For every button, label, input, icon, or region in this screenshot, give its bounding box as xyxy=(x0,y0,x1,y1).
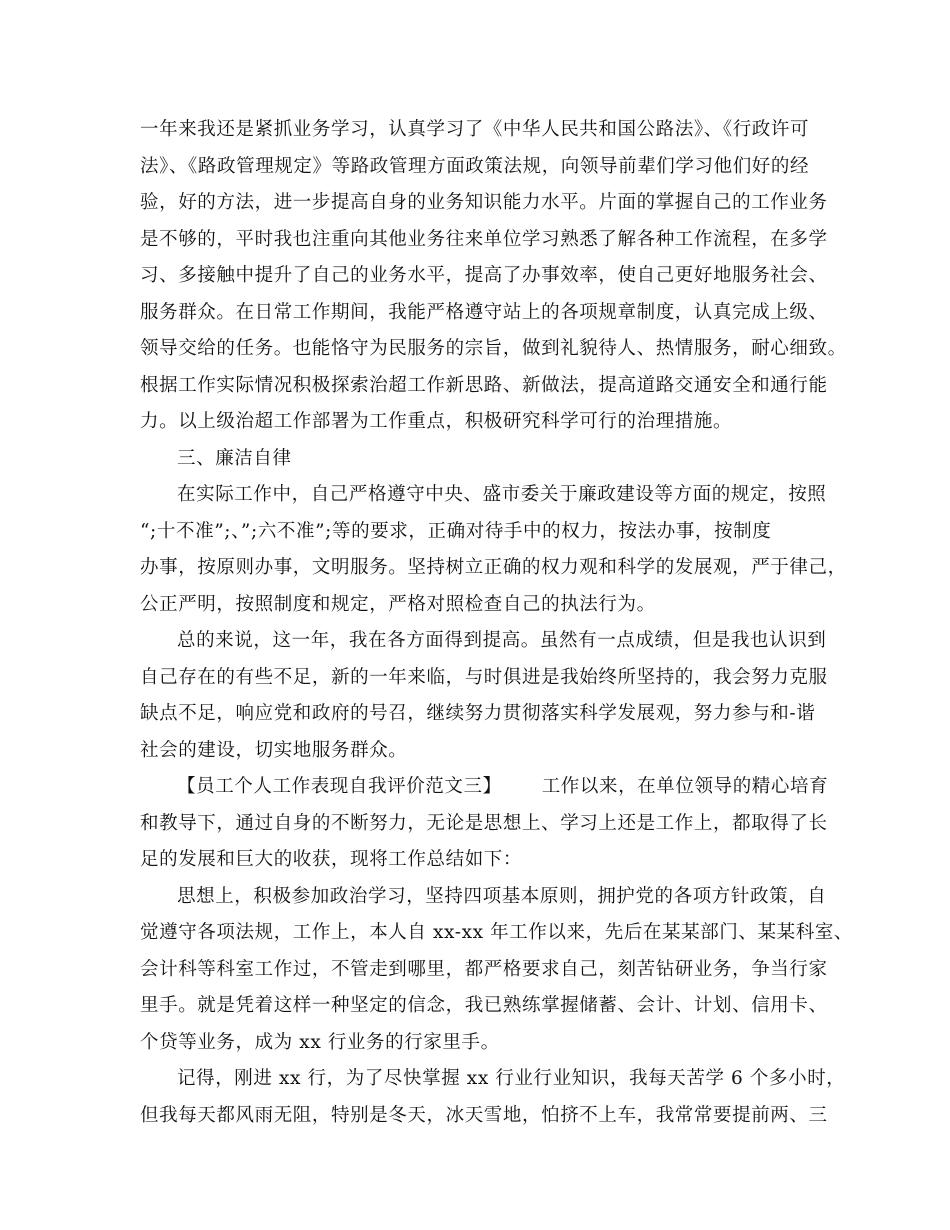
text-line xyxy=(140,149,816,186)
text-line-tail: 工作以来，在单位领导的精心培育 xyxy=(541,776,829,797)
text-line xyxy=(140,550,847,587)
text-line xyxy=(140,660,828,697)
text-line-content: 和教导下，通过自身的不断努力，无论是思想上、学习上还是工作上，都取得了长 xyxy=(140,812,828,834)
text-line-content: 根据工作实际情况积极探索治超工作新思路、新做法，提高道路交通安全和通行能 xyxy=(140,374,828,396)
text-line-content: 会计科等科室工作过，不管走到哪里，都严格要求自己，刻苦钻研业务，争当行家 xyxy=(140,958,828,980)
text-line-content: 验，好的方法，进一步提高自身的业务知识能力水平。片面的掌握自己的工作业务 xyxy=(140,192,828,213)
text-line-content: 是不够的，平时我也注重向其他业务往来单位学习熟悉了解各种工作流程，在多学 xyxy=(140,228,828,250)
text-line xyxy=(140,988,828,1025)
text-line xyxy=(140,1061,846,1098)
text-line xyxy=(140,952,828,989)
text-line xyxy=(140,806,828,843)
text-line-content: 记得，刚进 xx 行，为了尽快掌握 xx 行业行业知识，我每天苦学 6 个多小时， xyxy=(177,1068,846,1089)
text-line-content: 思想上，积极参加政治学习，坚持四项基本原则，拥护党的各项方针政策，自 xyxy=(177,885,827,907)
text-line xyxy=(140,696,816,733)
text-line xyxy=(140,587,816,624)
text-line-content: 但我每天都风雨无阻，特别是冬天，冰天雪地，怕挤不上车，我常常要提前两、三 xyxy=(140,1104,828,1126)
text-line xyxy=(140,404,816,441)
text-line-content: 足的发展和巨大的收获，现将工作总结如下： xyxy=(140,849,523,870)
text-line-content: 自己存在的有些不足，新的一年来临，与时俱进是我始终所坚持的，我会努力克服 xyxy=(140,666,828,688)
text-line xyxy=(140,915,854,952)
text-line xyxy=(140,1025,816,1062)
text-line xyxy=(140,733,816,770)
document-body xyxy=(140,112,854,1134)
text-line xyxy=(140,842,816,879)
text-line xyxy=(140,879,827,916)
text-line xyxy=(140,477,827,514)
text-line-content: 公正严明，按照制度和规定，严格对照检查自己的执法行为。 xyxy=(140,593,656,615)
text-line-content: “;十不准”;、”;六不准”;等的要求，正确对待手中的权力，按法办事，按制度 xyxy=(140,520,772,542)
text-line xyxy=(140,112,816,149)
text-line xyxy=(140,623,827,660)
text-line-content: 觉遵守各项法规，工作上，本人自 xx-xx 年工作以来，先后在某某部门、某某科室、 xyxy=(140,922,854,943)
text-line xyxy=(140,1098,828,1135)
text-line-content: 个贷等业务，成为 xx 行业务的行家里手。 xyxy=(140,1031,500,1053)
text-line-content: 【员工个人工作表现自我评价范文三】 xyxy=(177,776,502,797)
text-line-content: 总的来说，这一年，我在各方面得到提高。虽然有一点成绩，但是我也认识到 xyxy=(177,630,827,651)
text-line xyxy=(140,222,828,259)
text-line-content: 服务群众。在日常工作期间，我能严格遵守站上的各项规章制度，认真完成上级、 xyxy=(140,301,828,323)
text-line-content: 力。以上级治超工作部署为工作重点，积极研究科学可行的治理措施。 xyxy=(140,411,733,432)
text-line-content: 一年来我还是紧抓业务学习，认真学习了《中华人民共和国公路法》、《行政许可 xyxy=(140,119,810,140)
text-line xyxy=(140,514,816,551)
text-line-content: 法》、《路政管理规定》等路政管理方面政策法规，向领导前辈们学习他们好的经 xyxy=(140,155,810,177)
text-line xyxy=(140,258,828,295)
text-line-content: 习、多接触中提升了自己的业务水平，提高了办事效率，使自己更好地服务社会、 xyxy=(140,265,828,286)
text-line xyxy=(140,769,829,806)
text-line xyxy=(140,295,828,332)
text-line xyxy=(140,331,847,368)
text-line-content: 领导交给的任务。也能恪守为民服务的宗旨，做到礼貌待人、热情服务，耐心细致。 xyxy=(140,338,847,359)
text-line-content: 缺点不足，响应党和政府的号召，继续努力贯彻落实科学发展观，努力参与和-谐 xyxy=(140,703,816,724)
text-line-content: 里手。就是凭着这样一种坚定的信念，我已熟练掌握储蓄、会计、计划、信用卡、 xyxy=(140,995,828,1016)
text-line xyxy=(140,185,828,222)
text-line xyxy=(140,368,828,405)
text-line-content: 三、廉洁自律 xyxy=(177,447,292,469)
text-line-content: 办事，按原则办事，文明服务。坚持树立正确的权力观和科学的发展观，严于律己， xyxy=(140,557,847,578)
text-line-content: 社会的建设，切实地服务群众。 xyxy=(140,739,408,761)
text-line xyxy=(140,441,816,478)
text-line-content: 在实际工作中，自己严格遵守中央、盛市委关于廉政建设等方面的规定，按照 xyxy=(177,484,827,505)
